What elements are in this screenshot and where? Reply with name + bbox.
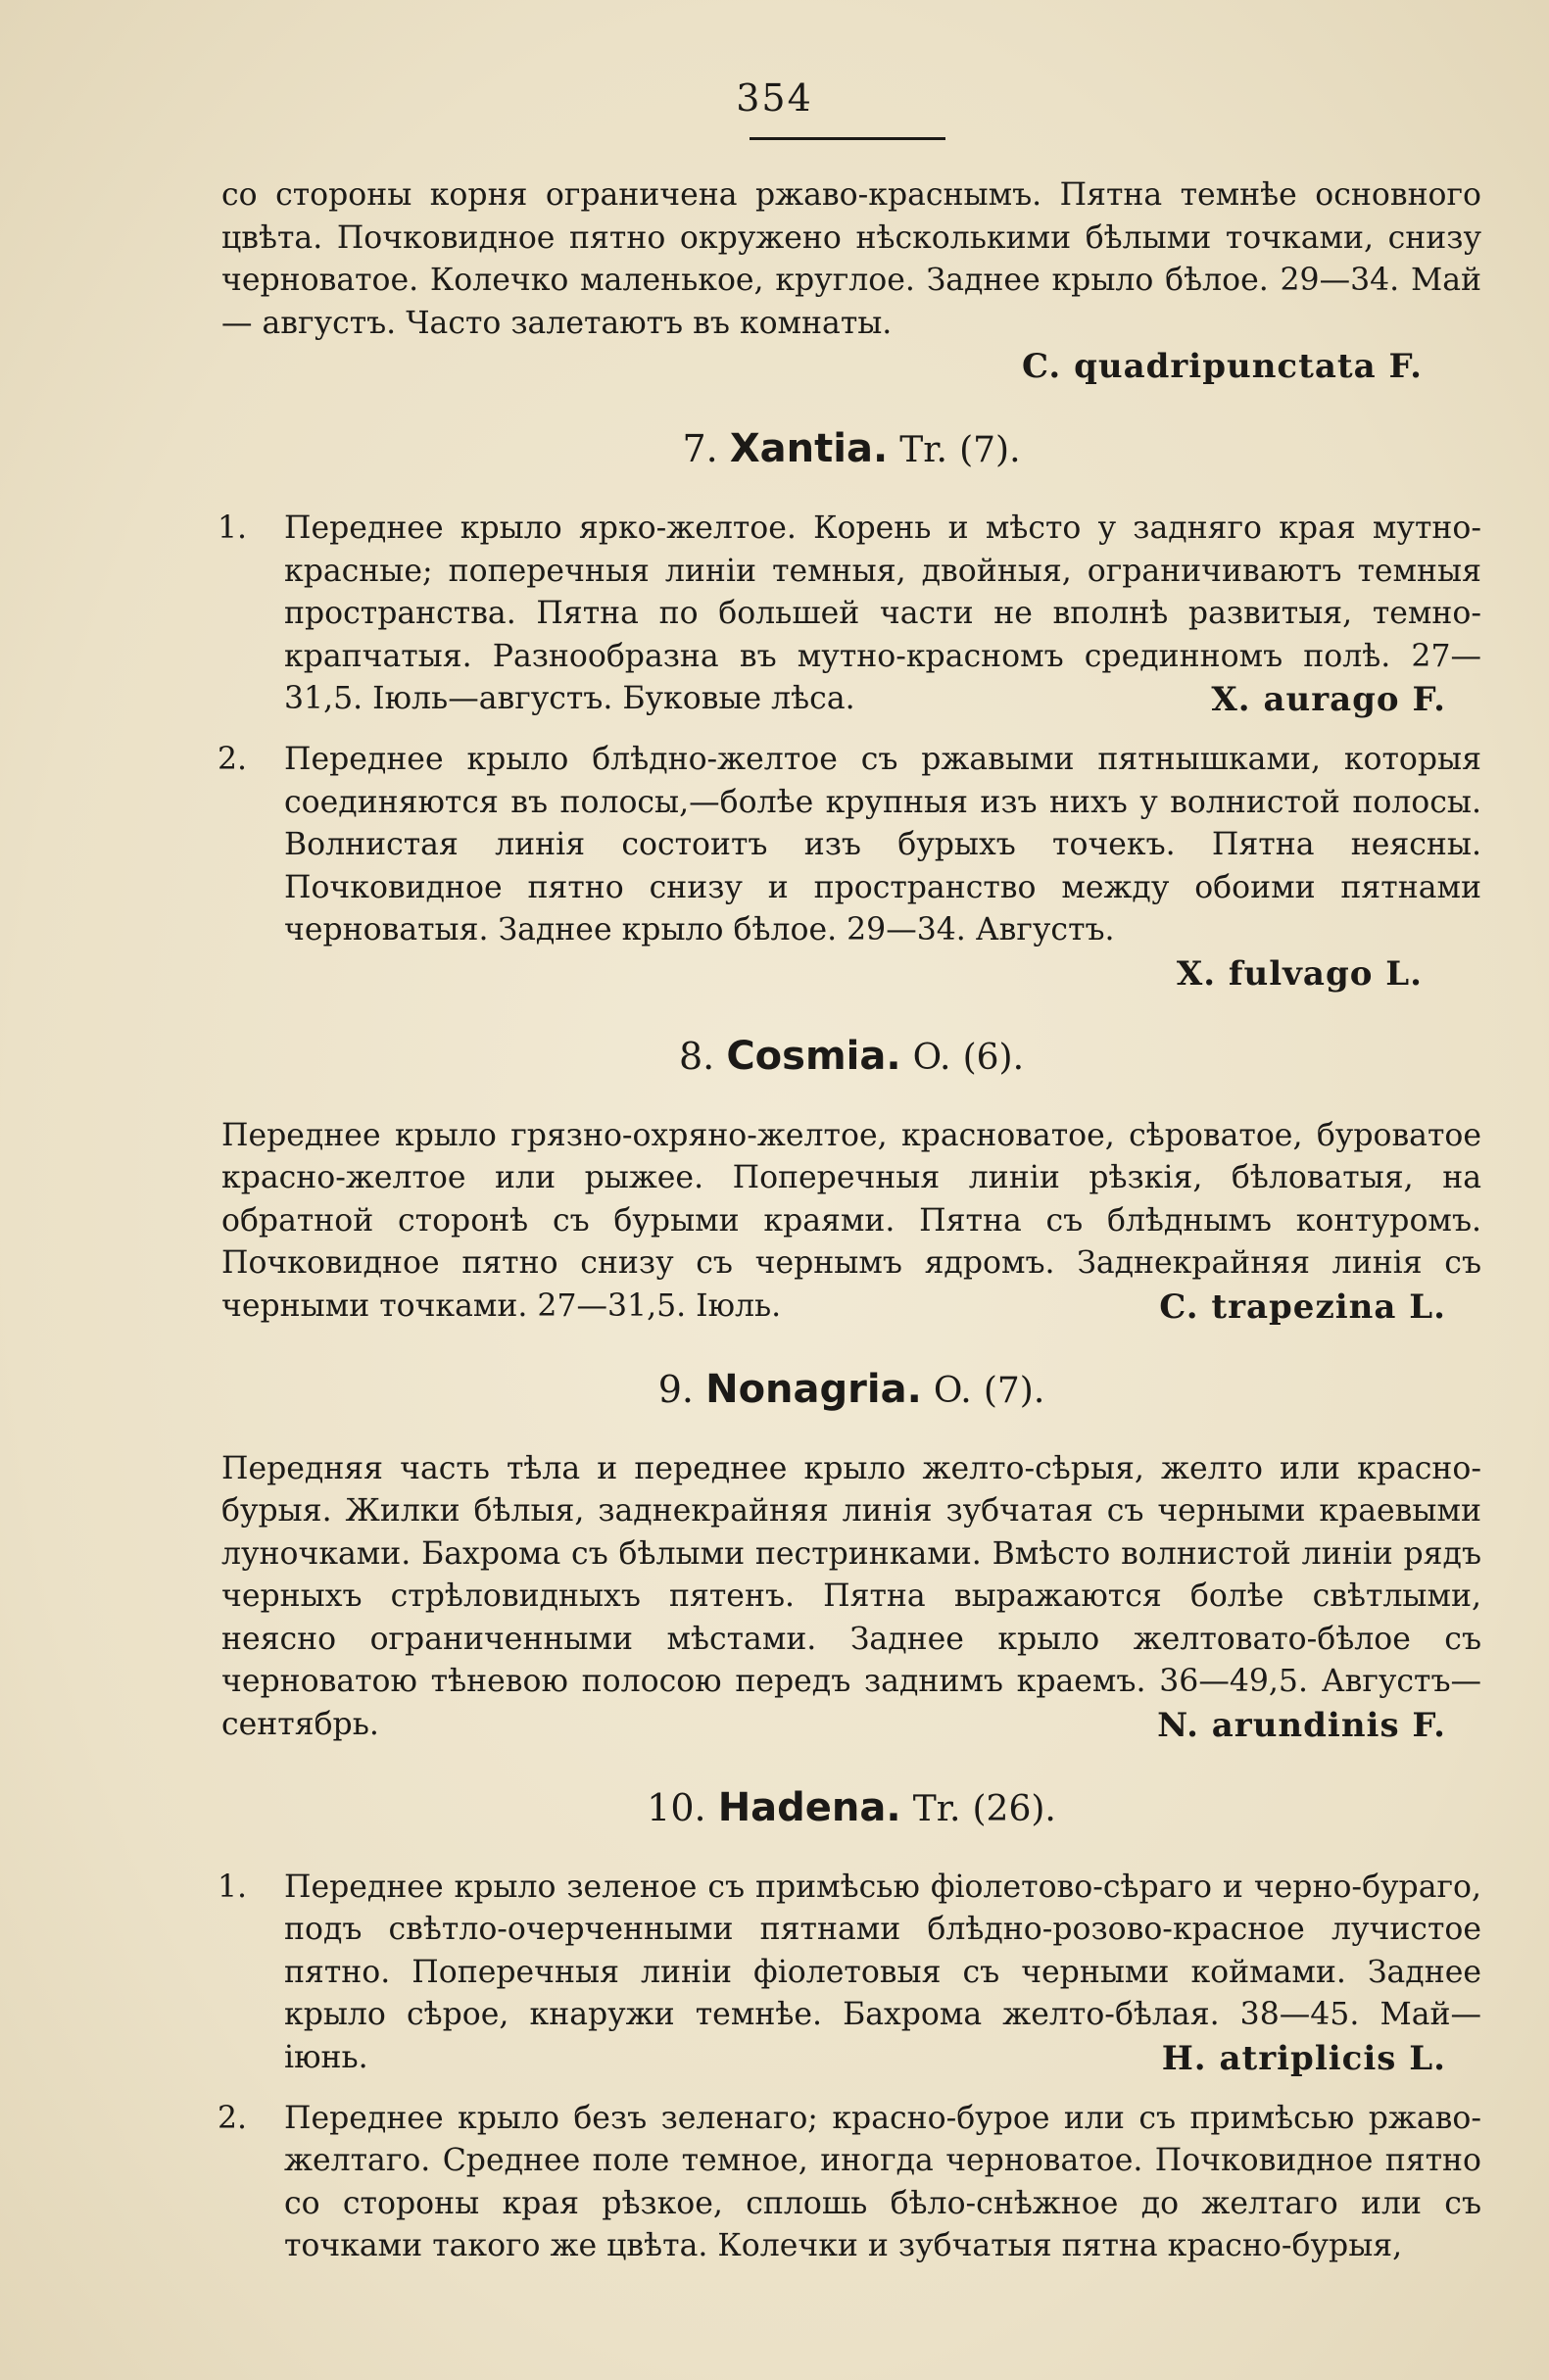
key-item [178, 739, 1481, 996]
page-header [0, 76, 1549, 125]
item-text: Переднее крыло блѣдно-желтое съ ржавыми пятнышками, которыя соединяются въ полосы,—болѣе крупныя изъ нихъ у волнистой полосы. Волнистая линія состоитъ изъ бурыхъ точекъ. Пятна неясны. Почковидное пятно снизу и пространство между обоими пятнами черноватыя. Заднее крыло бѣлое. 29—34. Августъ. [284, 742, 1481, 947]
species-name: H. atriplicis L. [1161, 2038, 1446, 2078]
item-number: 1. [218, 510, 248, 546]
section-heading [221, 1780, 1481, 1837]
section-paragraph: Передняя часть тѣла и переднее крыло желто-сѣрыя, желто или красно-бурыя. Жилки бѣлыя, заднекрайняя линія зубчатая съ черными краевыми луночками. Бахрома съ бѣлыми пестринками. Вмѣсто волнистой линіи рядъ черныхъ стрѣловидныхъ пятенъ. Пятна выражаются болѣе свѣтлыми, неясно ограниченными мѣстами. Заднее крыло желтовато-бѣлое съ черноватою тѣневою полосою передъ заднимъ краемъ. 36—49,5. Августъ—сентябрь. N. arundinis F. [221, 1450, 1481, 1745]
species-name: N. arundinis F. [1157, 1705, 1446, 1745]
section-heading [221, 1029, 1481, 1086]
key-item [178, 1867, 1481, 2080]
species-count: (7). [959, 430, 1021, 470]
key-item [178, 508, 1481, 721]
genus-name: Hadena. [717, 1784, 901, 1830]
species-name: C. trapezina L. [1159, 1287, 1446, 1327]
header-rule [750, 137, 945, 140]
genus-name: Nonagria. [705, 1366, 922, 1412]
section-number: 8. [678, 1034, 715, 1078]
item-number: 1. [218, 1869, 248, 1905]
section-paragraph: Переднее крыло грязно-охряно-желтое, красноватое, сѣроватое, буроватое красно-желтое или рыжее. Поперечныя линіи рѣзкія, бѣловатыя, на обратной сторонѣ съ бурыми краями. Пятна съ блѣднымъ контуромъ. Почковидное пятно снизу съ чернымъ ядромъ. Заднекрайняя линія съ черными точками. 27—31,5. Іюль. C. trapezina L. [221, 1117, 1481, 1327]
genus-author: Tr. [899, 430, 947, 470]
page-body [218, 174, 1481, 2268]
item-number: 2. [218, 742, 248, 777]
species-name: X. aurago F. [1211, 680, 1446, 719]
key-item [178, 2098, 1481, 2268]
species-name: C. quadripunctata F. [1021, 347, 1423, 386]
genus-name: Xantia. [729, 426, 889, 471]
species-count: (6). [962, 1037, 1025, 1078]
species-name: X. fulvago L. [1176, 953, 1423, 994]
page-number: 354 [736, 76, 813, 120]
item-number: 2. [218, 2100, 248, 2136]
section-heading [221, 1362, 1481, 1419]
genus-author: O. [912, 1037, 951, 1078]
item-text: Переднее крыло ярко-желтое. Корень и мѣсто у задняго края мутно-красные; поперечныя линіи темныя, двойныя, ограничиваютъ темныя пространства. Пятна по большей части не вполнѣ развитыя, темно-крапчатыя. Разнообразна въ мутно-красномъ срединномъ полѣ. 27— 31,5. Іюль—августъ. Буковые лѣса. X. aurago F. [284, 510, 1481, 719]
intro-paragraph: со стороны корня ограничена ржаво-краснымъ. Пятна темнѣе основного цвѣта. Почковидное пятно окружено нѣсколькими бѣлыми точками, снизу черноватое. Колечко маленькое, круглое. Заднее крыло бѣлое. 29—34. Май — августъ. Часто залетаютъ въ комнаты. [221, 177, 1481, 341]
section-number: 9. [657, 1367, 694, 1411]
item-text: Переднее крыло зеленое съ примѣсью фіолетово-сѣраго и черно-бураго, подъ свѣтло-очерченными пятнами блѣдно-розово-красное лучистое пятно. Поперечныя линіи фіолетовыя съ черными коймами. Заднее крыло сѣрое, кнаружи темнѣе. Бахрома желто-бѣлая. 38—45. Май—іюнь. H. atriplicis L. [284, 1869, 1481, 2078]
species-count: (26). [972, 1788, 1056, 1829]
genus-author: Tr. [912, 1788, 961, 1829]
item-text: Переднее крыло безъ зеленаго; красно-бурое или съ примѣсью ржаво-желтаго. Среднее поле темное, иногда черноватое. Почковидное пятно со стороны края рѣзкое, сплошь бѣло-снѣжное до желтаго или съ точками такого же цвѣта. Колечки и зубчатыя пятна красно-бурыя, [284, 2100, 1481, 2263]
section-number: 10. [647, 1785, 706, 1829]
species-count: (7). [983, 1370, 1045, 1411]
genus-name: Cosmia. [726, 1033, 901, 1079]
genus-author: O. [933, 1370, 972, 1411]
section-heading [221, 421, 1481, 478]
section-number: 7. [682, 427, 718, 470]
